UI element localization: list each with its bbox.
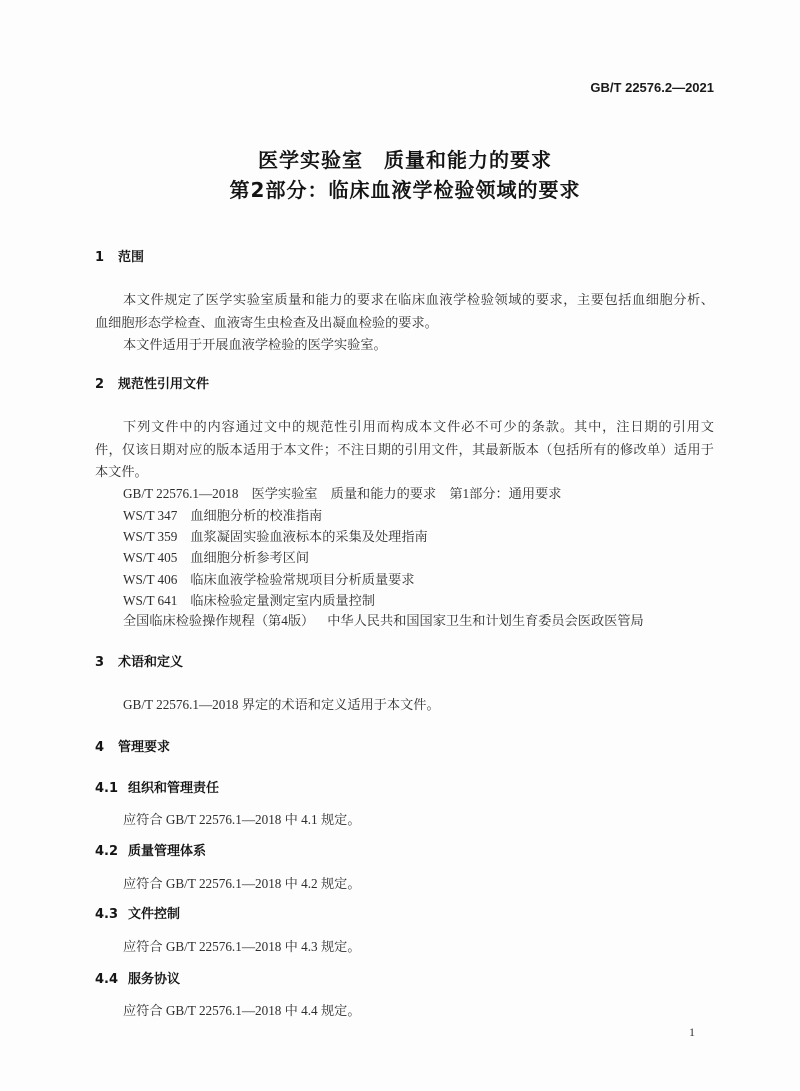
header-standard-code: GB/T 22576.2—2021 xyxy=(590,80,714,95)
reference-code: WS/T 641 xyxy=(123,593,178,608)
subsection-4-2-text: 应符合 GB/T 22576.1—2018 中 4.2 规定。 xyxy=(123,876,361,891)
reference-title: 临床检验定量测定室内质量控制 xyxy=(190,593,375,608)
section-3-paragraph: GB/T 22576.1—2018 界定的术语和定义适用于本文件。 xyxy=(123,697,440,712)
subsection-4-3-heading: 文件控制 xyxy=(128,907,181,922)
subsection-4-4-number: 4.4 xyxy=(95,972,119,987)
section-1-paragraph-line: 血细胞形态学检查、血液寄生虫检查及出凝血检验的要求。 xyxy=(95,315,438,330)
section-2-heading: 规范性引用文件 xyxy=(118,377,210,392)
reference-title: 临床血液学检验常规项目分析质量要求 xyxy=(190,572,415,587)
reference-code: WS/T 359 xyxy=(123,529,178,544)
reference-title: 血浆凝固实验血液标本的采集及处理指南 xyxy=(190,529,428,544)
section-3-heading: 术语和定义 xyxy=(118,655,184,670)
section-1-number: 1 xyxy=(95,250,105,265)
title-line-2: 第2部分：临床血液学检验领域的要求 xyxy=(229,178,581,202)
section-1-paragraph-2: 本文件适用于开展血液学检验的医学实验室。 xyxy=(123,337,387,352)
reference-code: GB/T 22576.1—2018 xyxy=(123,486,239,501)
reference-code: WS/T 406 xyxy=(123,572,178,587)
subsection-4-1-heading: 组织和管理责任 xyxy=(128,781,220,796)
reference-title: 血细胞分析参考区间 xyxy=(190,550,310,565)
section-2-number: 2 xyxy=(95,377,105,392)
section-3-number: 3 xyxy=(95,655,105,670)
subsection-4-3-text: 应符合 GB/T 22576.1—2018 中 4.3 规定。 xyxy=(123,939,361,954)
section-1-paragraph-line: 本文件规定了医学实验室质量和能力的要求在临床血液学检验领域的要求，主要包括血细胞分析、 xyxy=(123,292,714,307)
section-4-heading: 管理要求 xyxy=(118,740,171,755)
subsection-4-4-text: 应符合 GB/T 22576.1—2018 中 4.4 规定。 xyxy=(123,1003,361,1018)
subsection-4-1-number: 4.1 xyxy=(95,781,119,796)
section-2-paragraph-line: 本文件。 xyxy=(95,464,148,479)
reference-title: 中华人民共和国国家卫生和计划生育委员会医政医管局 xyxy=(327,613,644,628)
section-2-paragraph-line: 下列文件中的内容通过文中的规范性引用而构成本文件必不可少的条款。其中，注日期的引用文 xyxy=(123,419,714,434)
reference-item xyxy=(123,485,561,503)
subsection-4-1-text: 应符合 GB/T 22576.1—2018 中 4.1 规定。 xyxy=(123,812,361,827)
subsection-4-2-heading: 质量管理体系 xyxy=(128,844,207,859)
title-line-1: 医学实验室 质量和能力的要求 xyxy=(258,148,552,172)
reference-code: WS/T 347 xyxy=(123,508,178,523)
subsection-4-3-number: 4.3 xyxy=(95,907,119,922)
reference-code: WS/T 405 xyxy=(123,550,178,565)
page-number: 1 xyxy=(689,1025,695,1039)
reference-item xyxy=(123,549,309,567)
reference-item xyxy=(123,571,415,589)
reference-code: 全国临床检验操作规程（第4版） xyxy=(123,613,315,628)
reference-item xyxy=(123,528,428,546)
subsection-4-2-number: 4.2 xyxy=(95,844,119,859)
section-2-paragraph-line: 件，仅该日期对应的版本适用于本文件；不注日期的引用文件，其最新版本（包括所有的修改单）适用于 xyxy=(95,442,714,457)
reference-item xyxy=(123,612,644,630)
reference-title: 血细胞分析的校准指南 xyxy=(190,508,323,523)
subsection-4-4-heading: 服务协议 xyxy=(128,972,181,987)
reference-item xyxy=(123,592,375,610)
section-4-number: 4 xyxy=(95,740,105,755)
reference-title: 医学实验室 质量和能力的要求 第1部分：通用要求 xyxy=(251,486,562,501)
reference-item xyxy=(123,507,322,525)
section-1-heading: 范围 xyxy=(118,250,145,265)
